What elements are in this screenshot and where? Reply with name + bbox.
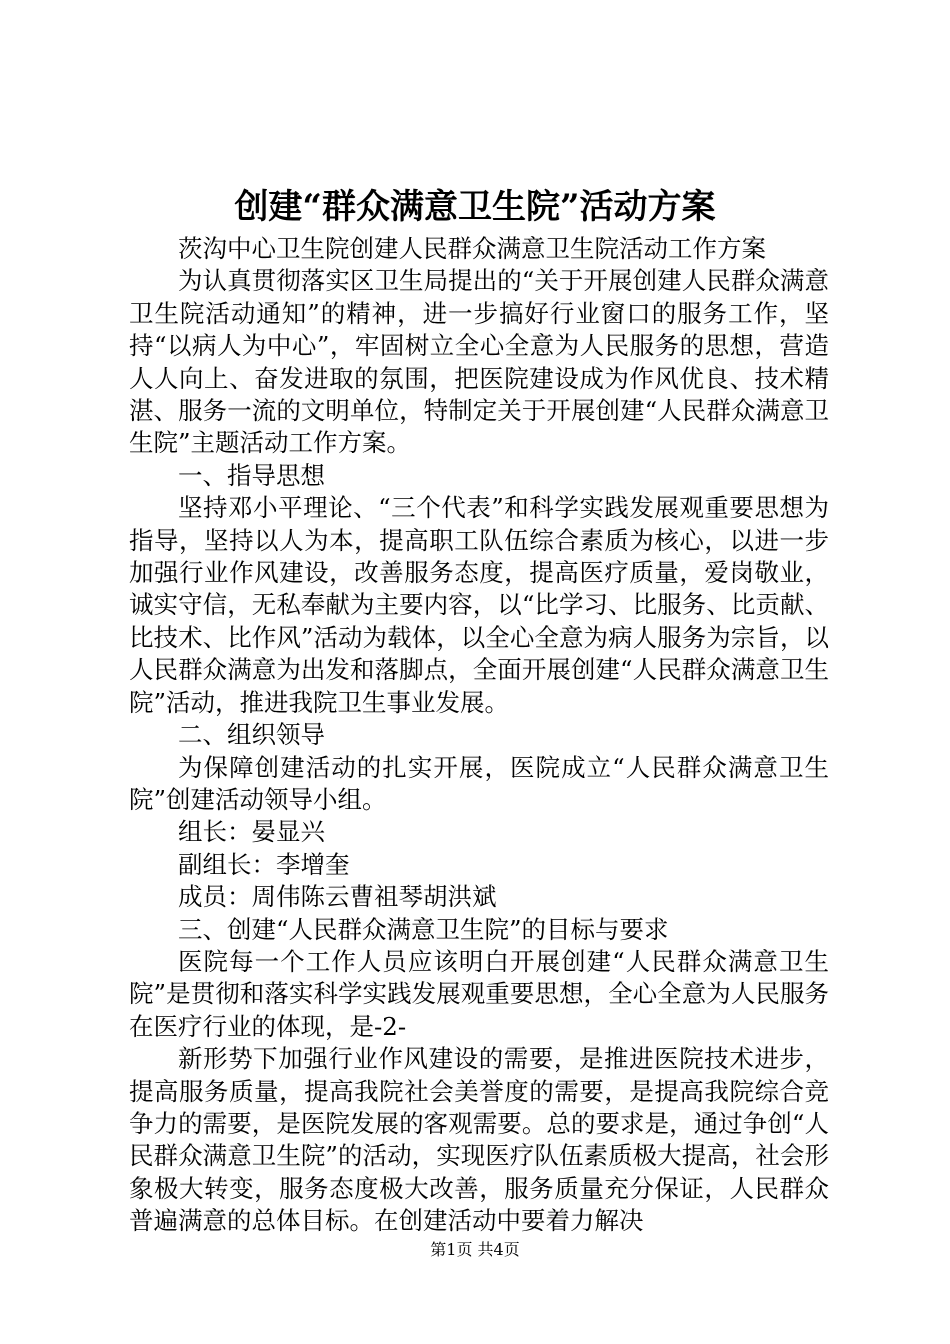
section-heading-goals: 三、创建“人民群众满意卫生院”的目标与要求 xyxy=(178,914,669,944)
page-footer: 第1页 共4页 xyxy=(430,1240,520,1259)
paragraph-requirements: 新形势下加强行业作风建设的需要，是推进医院技术进步，提高服务质量，提高我院社会美誉度的需要，是提高我院综合竞争力的需要，是医院发展的客观需要。总的要求是，通过争创“人民群众满意卫生院”的活动，实现医疗队伍素质极大提高，社会形象极大转变，服务态度极大改善，服务质量充分保证，人民群众普遍满意的总体目标。在创建活动中要着力解决 xyxy=(129,1044,829,1236)
paragraph-deputy-leader: 副组长：李增奎 xyxy=(178,849,350,879)
paragraph-intro: 为认真贯彻落实区卫生局提出的“关于开展创建人民群众满意卫生院活动通知”的精神，进一步搞好行业窗口的服务工作，坚持“以病人为中心”，牢固树立全心全意为人民服务的思想，营造人人向上、奋发进取的氛围，把医院建设成为作风优良、技术精湛、服务一流的文明单位，特制定关于开展创建“人民群众满意卫生院”主题活动工作方案。 xyxy=(129,266,829,458)
section-heading-organization: 二、组织领导 xyxy=(178,720,325,750)
document-body xyxy=(129,233,829,1238)
paragraph-subtitle: 茨沟中心卫生院创建人民群众满意卫生院活动工作方案 xyxy=(178,234,766,263)
paragraph-guiding-ideology: 坚持邓小平理论、“三个代表”和科学实践发展观重要思想为指导，坚持以人为本，提高职工队伍综合素质为核心，以进一步加强行业作风建设，改善服务态度，提高医疗质量，爱岗敬业，诚实守信，无私奉献为主要内容，以“比学习、比服务、比贡献、比技术、比作风”活动为载体，以全心全意为病人服务为宗旨，以人民群众满意为出发和落脚点，全面开展创建“人民群众满意卫生院”活动，推进我院卫生事业发展。 xyxy=(129,493,829,717)
paragraph-goals: 医院每一个工作人员应该明白开展创建“人民群众满意卫生院”是贯彻和落实科学实践发展观重要思想，全心全意为人民服务在医疗行业的体现，是-2- xyxy=(129,946,829,1041)
document-title: 创建“群众满意卫生院”活动方案 xyxy=(234,187,716,227)
paragraph-organization: 为保障创建活动的扎实开展，医院成立“人民群众满意卫生院”创建活动领导小组。 xyxy=(129,752,829,814)
paragraph-members: 成员：周伟陈云曹祖琴胡洪斌 xyxy=(178,882,497,912)
paragraph-group-leader: 组长：晏显兴 xyxy=(178,817,325,847)
section-heading-guiding-ideology: 一、指导思想 xyxy=(178,460,325,490)
